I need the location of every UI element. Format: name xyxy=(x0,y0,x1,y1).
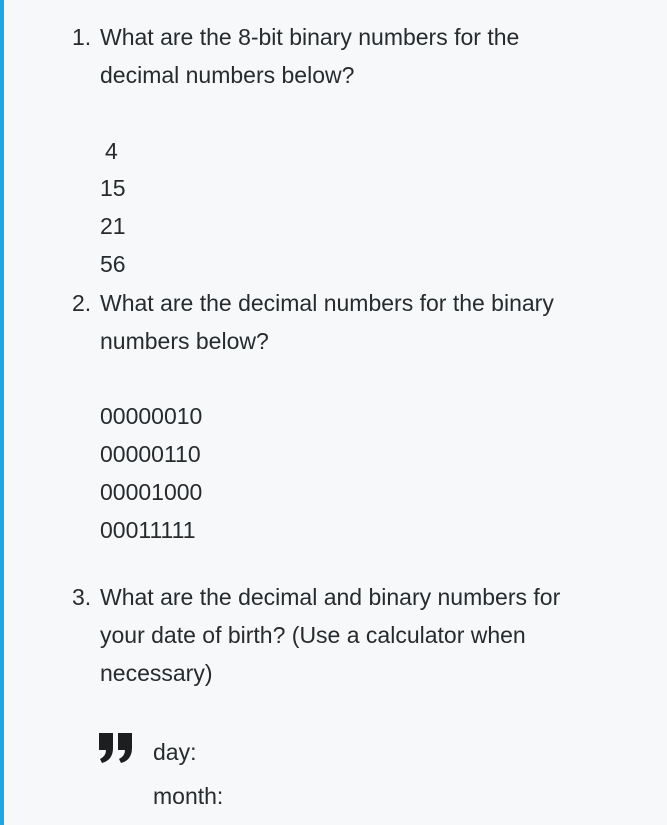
question-3-number: 3. xyxy=(72,584,92,610)
question-2-number: 2. xyxy=(72,290,92,316)
quote-icon xyxy=(97,731,137,765)
question-3-text-line-1: What are the decimal and binary numbers for xyxy=(100,584,561,610)
month-label: month: xyxy=(153,783,224,809)
question-2-item: 00011111 xyxy=(100,517,196,543)
question-1-text-line-2: decimal numbers below? xyxy=(100,62,355,88)
question-1-item: 56 xyxy=(100,251,126,277)
question-1-text-line-1: What are the 8-bit binary numbers for the xyxy=(100,24,520,50)
question-1-item: 4 xyxy=(105,138,118,164)
question-2-text-line-2: numbers below? xyxy=(100,328,269,354)
question-2-item: 00001000 xyxy=(100,479,203,505)
question-2-item: 00000110 xyxy=(100,441,201,467)
question-2-text-line-1: What are the decimal numbers for the binary xyxy=(100,290,554,316)
day-label: day: xyxy=(153,739,197,765)
question-3-text-line-3: necessary) xyxy=(100,660,213,686)
question-1-number: 1. xyxy=(72,24,92,50)
question-3-text-line-2: your date of birth? (Use a calculator when xyxy=(100,622,526,648)
question-2-item: 00000010 xyxy=(100,403,203,429)
question-1-item: 21 xyxy=(100,213,126,239)
question-1-item: 15 xyxy=(100,175,126,201)
